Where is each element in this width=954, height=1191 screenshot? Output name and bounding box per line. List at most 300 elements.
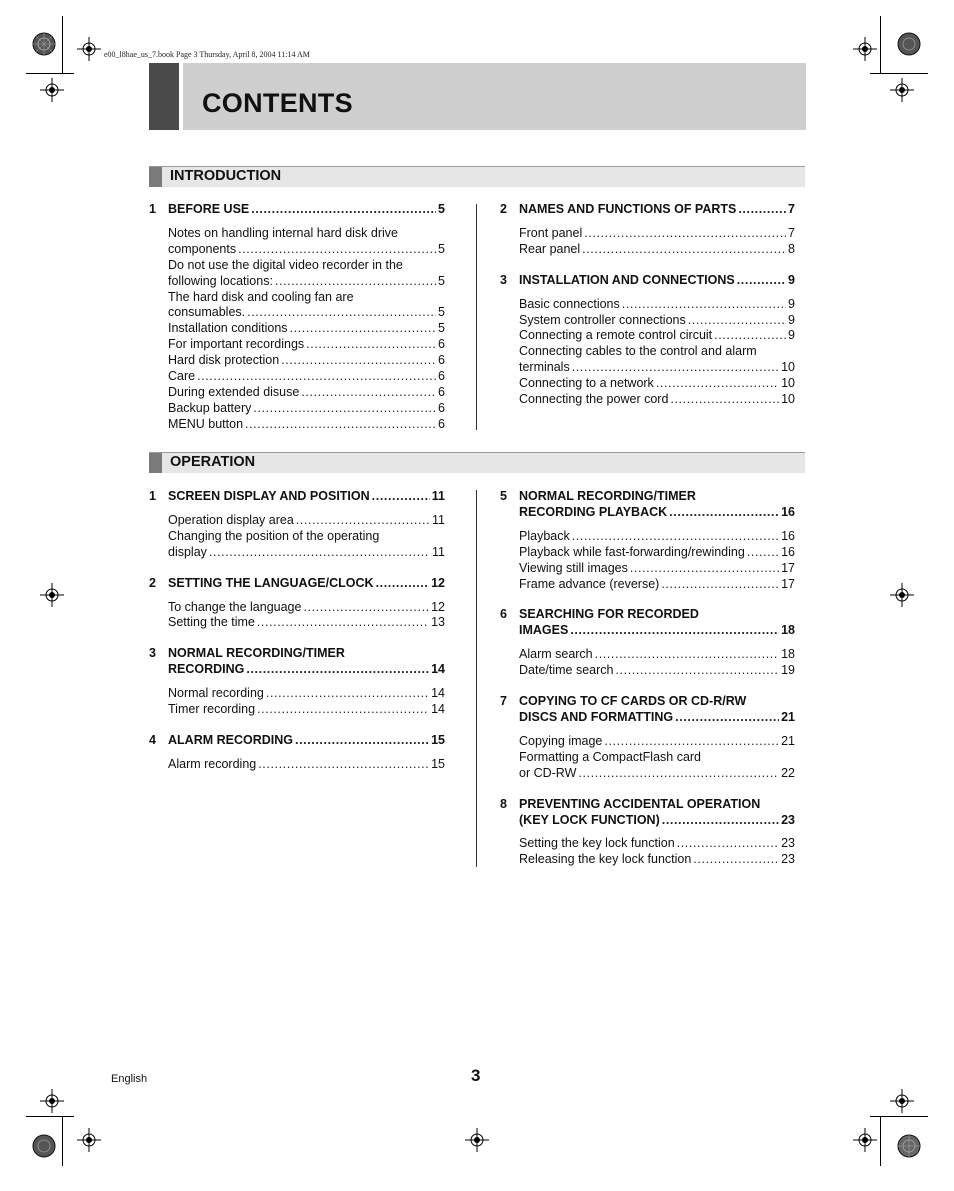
- toc-item: [519, 836, 795, 852]
- dot-leader: [714, 328, 786, 344]
- entry-text: NAMES AND FUNCTIONS OF PARTS: [519, 202, 737, 216]
- toc-item: [519, 577, 795, 593]
- chapter-title-row: [168, 202, 445, 218]
- chapter-number: 6: [500, 607, 507, 622]
- entry-text: MENU button: [168, 416, 244, 431]
- toc-item: [519, 242, 795, 258]
- entry-text: Front panel: [519, 225, 583, 240]
- section-header-operation: [149, 452, 805, 473]
- toc-item-row: [168, 417, 445, 433]
- entry-text: Connecting a remote control circuit: [519, 328, 713, 343]
- page-ref: 5: [438, 321, 445, 336]
- toc-item: [168, 529, 445, 561]
- toc-item-row: [519, 376, 795, 392]
- chapter-number: 5: [500, 489, 507, 503]
- chapter-title: [519, 202, 795, 218]
- toc-item: [168, 385, 445, 401]
- dot-leader: [247, 305, 436, 321]
- page-ref: 7: [788, 225, 795, 240]
- page-ref: 16: [781, 504, 795, 519]
- toc-item-row: [519, 766, 795, 782]
- entry-text: To change the language: [168, 599, 302, 614]
- registration-crosshair-icon: [77, 37, 101, 61]
- toc-item-row: [168, 401, 445, 417]
- entry-text: DISCS AND FORMATTING: [519, 709, 674, 724]
- page-ref: 16: [781, 528, 795, 543]
- toc-item-row: [519, 392, 795, 408]
- toc-item-row: [519, 226, 795, 242]
- page-ref: 9: [788, 312, 795, 327]
- section-title: INTRODUCTION: [170, 168, 282, 184]
- entry-text: terminals: [519, 360, 570, 375]
- page-ref: 21: [781, 733, 795, 748]
- toc-item-row: [168, 757, 445, 773]
- toc-items: [519, 226, 795, 258]
- registration-crosshair-icon: [40, 1089, 64, 1113]
- toc-items: [519, 297, 795, 408]
- toc-chapter: [500, 202, 795, 218]
- toc-item-row: [519, 242, 795, 258]
- crop-mark: [870, 73, 928, 74]
- dot-leader: [257, 615, 429, 631]
- registration-disc-icon: [32, 1134, 56, 1158]
- dot-leader: [738, 202, 786, 218]
- toc-column: [500, 202, 795, 408]
- dot-leader: [245, 417, 436, 433]
- column-divider: [476, 204, 477, 430]
- toc-item-row: [168, 600, 445, 616]
- chapter-title-line: NORMAL RECORDING/TIMER: [168, 646, 345, 661]
- entry-text: SETTING THE LANGUAGE/CLOCK: [168, 575, 374, 590]
- entry-text: Setting the key lock function: [519, 836, 675, 851]
- page-ref: 9: [788, 328, 795, 343]
- chapter-number: 3: [500, 272, 507, 287]
- toc-item-row: [519, 297, 795, 313]
- toc-item-row: [168, 321, 445, 337]
- crop-mark: [26, 1116, 74, 1117]
- chapter-title-line: COPYING TO CF CARDS OR CD-R/RW: [519, 694, 747, 709]
- toc-item: [519, 297, 795, 313]
- entry-text: Playback while fast-forwarding/rewinding: [519, 544, 745, 559]
- entry-text: During extended disuse: [168, 384, 300, 399]
- dot-leader: [238, 242, 436, 258]
- chapter-title-row: [168, 576, 445, 592]
- crop-mark: [870, 1116, 928, 1117]
- dot-leader: [275, 274, 436, 290]
- toc-column: [149, 202, 445, 433]
- entry-text: Date/time search: [519, 663, 614, 678]
- toc-item: [519, 852, 795, 868]
- entry-text: Connecting the power cord: [519, 392, 669, 407]
- page-ref: 23: [781, 812, 795, 827]
- entry-text: Rear panel: [519, 241, 581, 256]
- page-ref: 12: [431, 599, 445, 614]
- dot-leader: [656, 376, 779, 392]
- toc-item: [168, 702, 445, 718]
- page-ref: 17: [781, 560, 795, 575]
- toc-item-row: [168, 513, 445, 529]
- chapter-number: 8: [500, 796, 507, 811]
- toc-item: [168, 353, 445, 369]
- page-ref: 13: [431, 615, 445, 630]
- toc-item: [519, 376, 795, 392]
- page-ref: 6: [438, 416, 445, 431]
- toc-item-row: [168, 615, 445, 631]
- entry-text: Backup battery: [168, 400, 252, 415]
- toc-item-row: [168, 337, 445, 353]
- crop-mark: [62, 1116, 63, 1166]
- page-ref: 11: [431, 489, 445, 503]
- entry-text: ALARM RECORDING: [168, 732, 293, 747]
- toc-chapter: [149, 646, 445, 678]
- entry-text: RECORDING: [168, 662, 245, 677]
- chapter-number: 4: [149, 732, 156, 747]
- toc-item-row: [168, 369, 445, 385]
- toc-items: [519, 529, 795, 593]
- toc-item-row: [168, 545, 445, 561]
- toc-chapter: [500, 797, 795, 829]
- toc-item-row: [519, 577, 795, 593]
- page-title: CONTENTS: [202, 88, 353, 118]
- entry-text: Alarm search: [519, 647, 593, 662]
- dot-leader: [306, 337, 436, 353]
- toc-item-row: [168, 686, 445, 702]
- toc-item-row: [519, 561, 795, 577]
- toc-items: [168, 757, 445, 773]
- toc-items: [168, 686, 445, 718]
- dot-leader: [301, 385, 436, 401]
- dot-leader: [675, 710, 779, 726]
- page-ref: 9: [788, 296, 795, 311]
- dot-leader: [622, 297, 786, 313]
- chapter-title-row: [519, 710, 795, 726]
- toc-chapter: [149, 576, 445, 592]
- entry-text: Basic connections: [519, 296, 620, 311]
- toc-item-row: [519, 529, 795, 545]
- toc-item: [519, 561, 795, 577]
- page-ref: 5: [438, 273, 445, 288]
- entry-text: Operation display area: [168, 512, 294, 527]
- toc-item: [519, 545, 795, 561]
- section-marker: [149, 453, 162, 473]
- entry-text: RECORDING PLAYBACK: [519, 504, 668, 519]
- toc-item-line: Notes on handling internal hard disk drive: [168, 225, 398, 240]
- dot-leader: [747, 545, 779, 561]
- page-ref: 12: [431, 575, 445, 590]
- page-ref: 10: [781, 360, 795, 375]
- dot-leader: [615, 663, 779, 679]
- chapter-title: [519, 797, 795, 829]
- dot-leader: [688, 313, 786, 329]
- entry-text: Playback: [519, 528, 570, 543]
- dot-leader: [570, 623, 779, 639]
- entry-text: For important recordings: [168, 337, 305, 352]
- dot-leader: [295, 733, 429, 749]
- toc-item: [168, 401, 445, 417]
- toc-column: [500, 489, 795, 868]
- chapter-title: [168, 202, 445, 218]
- toc-item-row: [168, 274, 445, 290]
- chapter-title: [519, 273, 795, 289]
- chapter-gap: [149, 631, 445, 646]
- page-ref: 11: [432, 512, 445, 527]
- entry-text: INSTALLATION AND CONNECTIONS: [519, 272, 735, 287]
- toc-chapter: [500, 273, 795, 289]
- page-ref: 23: [781, 852, 795, 867]
- toc-item: [519, 328, 795, 344]
- chapter-number: 1: [149, 489, 156, 503]
- dot-leader: [670, 392, 779, 408]
- registration-disc-icon: [897, 1134, 921, 1158]
- dot-leader: [281, 353, 436, 369]
- entry-text: Connecting to a network: [519, 376, 654, 391]
- entry-text: following locations:: [168, 273, 273, 288]
- dot-leader: [584, 226, 786, 242]
- chapter-number: 2: [500, 202, 507, 216]
- toc-item: [168, 226, 445, 258]
- page-ref: 5: [438, 305, 445, 320]
- page-ref: 10: [781, 392, 795, 407]
- page-ref: 6: [438, 384, 445, 399]
- toc-item-line: Changing the position of the operating: [168, 528, 380, 543]
- toc-chapter: [500, 489, 795, 521]
- toc-item-line: Do not use the digital video recorder in the: [168, 257, 403, 272]
- page-ref: 15: [431, 756, 445, 771]
- chapter-title: [519, 489, 795, 521]
- toc-item: [519, 663, 795, 679]
- section-marker: [149, 167, 162, 187]
- chapter-title-line: NORMAL RECORDING/TIMER: [519, 489, 696, 503]
- toc-item-row: [168, 305, 445, 321]
- toc-item-row: [519, 852, 795, 868]
- page-ref: 18: [781, 623, 795, 638]
- registration-crosshair-icon: [890, 1089, 914, 1113]
- toc-item: [519, 313, 795, 329]
- toc-items: [519, 734, 795, 782]
- toc-item-row: [519, 545, 795, 561]
- toc-item-row: [519, 647, 795, 663]
- chapter-title: [168, 576, 445, 592]
- chapter-title-row: [519, 505, 795, 521]
- entry-text: Alarm recording: [168, 756, 257, 771]
- page-ref: 6: [438, 400, 445, 415]
- toc-items: [168, 226, 445, 433]
- toc-item-row: [168, 385, 445, 401]
- toc-item: [519, 392, 795, 408]
- chapter-gap: [149, 561, 445, 576]
- chapter-gap: [500, 258, 795, 273]
- toc-item: [168, 615, 445, 631]
- footer-language: English: [111, 1073, 148, 1085]
- toc-item-row: [519, 734, 795, 750]
- registration-crosshair-icon: [853, 37, 877, 61]
- entry-text: display: [168, 544, 207, 559]
- page-ref: 21: [781, 709, 795, 724]
- page-ref: 22: [781, 765, 795, 780]
- page-ref: 6: [438, 337, 445, 352]
- registration-crosshair-icon: [853, 1128, 877, 1152]
- dot-leader: [572, 529, 779, 545]
- page-ref: 17: [781, 576, 795, 591]
- column-divider: [476, 490, 477, 867]
- page-ref: 16: [781, 544, 795, 559]
- toc-items: [168, 513, 445, 561]
- toc-chapter: [149, 489, 445, 505]
- entry-text: Care: [168, 369, 196, 384]
- entry-text: components: [168, 241, 237, 256]
- entry-text: Hard disk protection: [168, 353, 280, 368]
- toc-item-line: The hard disk and cooling fan are: [168, 289, 354, 304]
- toc-item: [168, 290, 445, 322]
- registration-crosshair-icon: [465, 1128, 489, 1152]
- toc-item-row: [519, 663, 795, 679]
- dot-leader: [266, 686, 429, 702]
- entry-text: Setting the time: [168, 615, 255, 630]
- entry-text: Normal recording: [168, 686, 264, 701]
- toc-items: [168, 600, 445, 632]
- dot-leader: [197, 369, 436, 385]
- dot-leader: [251, 202, 436, 218]
- dot-leader: [737, 273, 786, 289]
- toc-chapter: [500, 694, 795, 726]
- page-ref: 23: [781, 836, 795, 851]
- page-number: 3: [471, 1066, 481, 1085]
- crop-mark: [62, 16, 63, 74]
- dot-leader: [376, 576, 430, 592]
- title-dark-block: [149, 63, 179, 130]
- page-ref: 10: [781, 376, 795, 391]
- page-ref: 6: [438, 369, 445, 384]
- dot-leader: [677, 836, 779, 852]
- print-header: e00_l8hae_us_7.book Page 3 Thursday, April 8, 2004 11:14 AM: [104, 50, 310, 59]
- section-header-introduction: [149, 166, 805, 187]
- toc-item-row: [519, 328, 795, 344]
- dot-leader: [253, 401, 436, 417]
- page-ref: 5: [438, 202, 445, 216]
- dot-leader: [662, 813, 779, 829]
- entry-text: Installation conditions: [168, 321, 288, 336]
- entry-text: Releasing the key lock function: [519, 852, 692, 867]
- registration-crosshair-icon: [890, 583, 914, 607]
- entry-text: Viewing still images: [519, 560, 628, 575]
- crop-mark: [880, 16, 881, 74]
- chapter-title-row: [519, 202, 795, 218]
- registration-crosshair-icon: [40, 78, 64, 102]
- page-ref: 18: [781, 647, 795, 662]
- dot-leader: [630, 561, 779, 577]
- chapter-title: [168, 733, 445, 749]
- chapter-title-row: [519, 813, 795, 829]
- registration-crosshair-icon: [40, 583, 64, 607]
- toc-item-row: [519, 360, 795, 376]
- chapter-title: [519, 607, 795, 639]
- entry-text: SCREEN DISPLAY AND POSITION: [168, 489, 370, 503]
- chapter-gap: [500, 782, 795, 797]
- chapter-title-row: [168, 662, 445, 678]
- toc-item-row: [519, 836, 795, 852]
- chapter-title-row: [168, 733, 445, 749]
- entry-text: Timer recording: [168, 702, 256, 717]
- toc-item: [519, 344, 795, 376]
- toc-item: [519, 529, 795, 545]
- toc-items: [519, 836, 795, 868]
- toc-item: [168, 417, 445, 433]
- registration-disc-icon: [32, 32, 56, 56]
- page-ref: 11: [432, 544, 445, 559]
- dot-leader: [296, 513, 430, 529]
- page-ref: 5: [438, 241, 445, 256]
- entry-text: BEFORE USE: [168, 202, 250, 216]
- page-ref: 14: [431, 662, 445, 677]
- toc-item: [519, 647, 795, 663]
- registration-crosshair-icon: [890, 78, 914, 102]
- chapter-gap: [500, 679, 795, 694]
- toc-item: [168, 686, 445, 702]
- dot-leader: [303, 600, 429, 616]
- entry-text: or CD-RW: [519, 765, 577, 780]
- chapter-title-row: [519, 273, 795, 289]
- entry-text: Copying image: [519, 733, 603, 748]
- dot-leader: [290, 321, 437, 337]
- page-ref: 19: [781, 663, 795, 678]
- chapter-number: 3: [149, 646, 156, 661]
- page-ref: 6: [438, 353, 445, 368]
- toc-item: [168, 600, 445, 616]
- toc-item: [168, 757, 445, 773]
- page-ref: 14: [431, 686, 445, 701]
- toc-column: [149, 489, 445, 773]
- toc-item-row: [519, 313, 795, 329]
- toc-chapter: [149, 202, 445, 218]
- dot-leader: [246, 662, 429, 678]
- dot-leader: [372, 489, 430, 505]
- toc-chapter: [500, 607, 795, 639]
- page-ref: 8: [788, 241, 795, 256]
- chapter-title-line: SEARCHING FOR RECORDED: [519, 607, 699, 622]
- chapter-number: 7: [500, 694, 507, 709]
- toc-item: [519, 750, 795, 782]
- section-title: OPERATION: [170, 454, 256, 470]
- chapter-number: 1: [149, 202, 156, 216]
- chapter-title-row: [168, 489, 445, 505]
- toc-chapter: [149, 733, 445, 749]
- entry-text: Frame advance (reverse): [519, 576, 660, 591]
- toc-item: [168, 321, 445, 337]
- chapter-title: [168, 646, 445, 678]
- chapter-title-line: PREVENTING ACCIDENTAL OPERATION: [519, 796, 761, 811]
- entry-text: System controller connections: [519, 312, 686, 327]
- page-ref: 15: [431, 732, 445, 747]
- dot-leader: [669, 505, 779, 521]
- page-ref: 14: [431, 702, 445, 717]
- dot-leader: [578, 766, 779, 782]
- page-ref: 9: [788, 272, 795, 287]
- toc-item: [519, 734, 795, 750]
- toc-item: [168, 337, 445, 353]
- crop-mark: [880, 1116, 881, 1166]
- toc-item: [168, 513, 445, 529]
- dot-leader: [582, 242, 786, 258]
- toc-item: [168, 258, 445, 290]
- dot-leader: [257, 702, 429, 718]
- dot-leader: [258, 757, 429, 773]
- toc-item: [519, 226, 795, 242]
- toc-item-row: [168, 702, 445, 718]
- chapter-gap: [149, 718, 445, 733]
- toc-item: [168, 369, 445, 385]
- dot-leader: [209, 545, 430, 561]
- chapter-gap: [500, 592, 795, 607]
